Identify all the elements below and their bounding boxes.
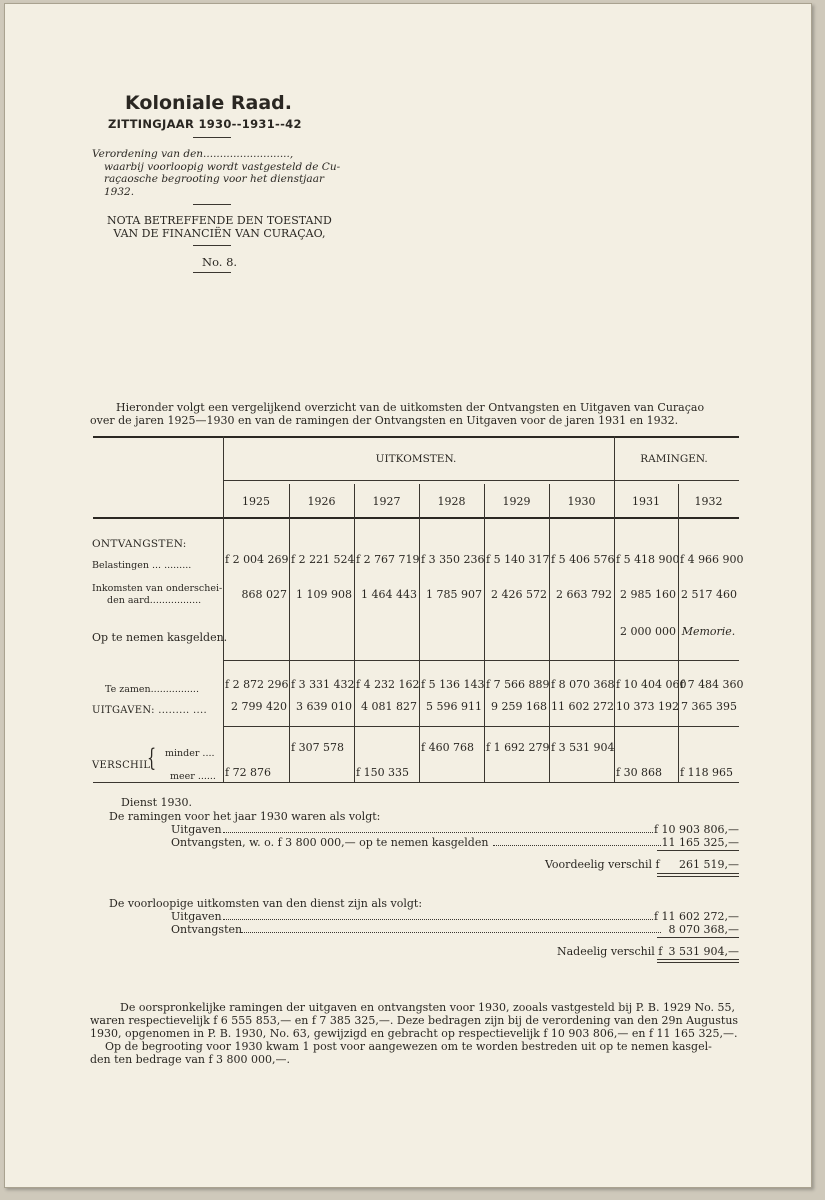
column-rule	[614, 436, 615, 782]
dot-leader	[223, 919, 653, 920]
cell-inkomsten-1926: 1 109 908	[296, 588, 352, 601]
sum-rule	[657, 850, 739, 851]
year-header: 1925	[242, 495, 270, 508]
session-year: ZITTINGJAAR 1930--1931--42	[108, 117, 302, 131]
cell-uitgaven-1926: 3 639 010	[296, 700, 352, 713]
closing-line: 1930, opgenomen in P. B. 1930, No. 63, gewijzigd en gebracht op respectievelijk f 10 903 806,— en f 11 165 325,—.	[90, 1027, 738, 1040]
label-verschil: VERSCHIL	[92, 760, 151, 771]
year-header: 1927	[372, 495, 401, 508]
cell-te-zamen-1932: f 7 484 360	[680, 678, 744, 691]
nota-line: NOTA BETREFFENDE DEN TOESTAND	[107, 214, 332, 227]
ramingen-ontvangsten-value: 11 165 325,—	[661, 836, 739, 849]
year-header: 1928	[437, 495, 466, 508]
uitkomsten-ontvangsten-label: Ontvangsten	[171, 923, 243, 936]
table-top-rule	[93, 436, 739, 438]
cell-uitgaven-1927: 4 081 827	[361, 700, 417, 713]
nadeelig-label: Nadeelig verschil f	[557, 945, 663, 958]
cell-minder-1926: f 307 578	[291, 741, 345, 754]
subtotal-rule	[223, 660, 739, 661]
column-rule	[223, 436, 224, 782]
cell-te-zamen-1928: f 5 136 143	[421, 678, 485, 691]
cell-te-zamen-1927: f 4 232 162	[356, 678, 420, 691]
cell-belastingen-1927: f 2 767 719	[356, 553, 420, 566]
closing-line: Op de begrooting voor 1930 kwam 1 post voor aangewezen om te worden bestreden uit op te nemen kasgel-	[105, 1040, 712, 1053]
ramingen-uitgaven-value: f 10 903 806,—	[653, 823, 739, 836]
table-bottom-rule	[93, 782, 739, 783]
nota-line: VAN DE FINANCIËN VAN CURAÇAO,	[113, 227, 326, 240]
cell-uitgaven-1928: 5 596 911	[426, 700, 482, 713]
cell-uitgaven-1929: 9 259 168	[491, 700, 547, 713]
cell-minder-1928: f 460 768	[421, 741, 475, 754]
voordeelig-value: 261 519,—	[679, 858, 739, 871]
cell-meer-1925: f 72 876	[225, 766, 272, 779]
cell-belastingen-1931: f 5 418 900	[616, 553, 680, 566]
double-rule	[657, 873, 739, 874]
uitkomsten-ontvangsten-value: 8 070 368,—	[668, 923, 739, 936]
label-minder: minder ....	[165, 748, 215, 759]
sum-rule	[657, 937, 739, 938]
cell-belastingen-1929: f 5 140 317	[486, 553, 550, 566]
brace-icon: {	[147, 744, 157, 772]
cell-inkomsten-1929: 2 426 572	[491, 588, 547, 601]
cell-belastingen-1925: f 2 004 269	[225, 553, 289, 566]
separator	[193, 204, 231, 205]
cell-meer-1927: f 150 335	[356, 766, 410, 779]
document-page	[4, 3, 812, 1188]
nadeelig-value: 3 531 904,—	[668, 945, 739, 958]
column-rule	[419, 484, 420, 782]
label-belastingen: Belastingen ... .........	[92, 560, 192, 571]
cell-belastingen-1926: f 2 221 524	[291, 553, 355, 566]
year-header: 1926	[307, 495, 336, 508]
double-rule	[657, 959, 739, 960]
table-header-rule	[93, 517, 739, 519]
ordinance-line: Verordening van den..........................,	[92, 148, 294, 160]
cell-meer-1931: f 30 868	[616, 766, 663, 779]
uitkomsten-intro: De voorloopige uitkomsten van den dienst zijn als volgt:	[109, 897, 423, 910]
cell-inkomsten-1928: 1 785 907	[426, 588, 482, 601]
label-kasgelden: Op te nemen kasgelden.	[92, 631, 228, 644]
separator	[193, 245, 231, 246]
cell-inkomsten-1931: 2 985 160	[620, 588, 676, 601]
council-title: Koloniale Raad.	[125, 92, 292, 114]
intro-line: Hieronder volgt een vergelijkend overzicht van de uitkomsten der Ontvangsten en Uitgaven van Curaçao	[116, 401, 705, 414]
double-rule	[657, 876, 739, 877]
cell-uitgaven-1925: 2 799 420	[231, 700, 287, 713]
header-uitkomsten: UITKOMSTEN.	[375, 453, 457, 465]
document-number: No. 8.	[202, 255, 238, 269]
cell-te-zamen-1931: f 10 404 060	[616, 678, 687, 691]
closing-line: De oorspronkelijke ramingen der uitgaven en ontvangsten voor 1930, zooals vastgesteld bij P. B. 1929 No. 55,	[120, 1001, 735, 1014]
intro-line: over de jaren 1925—1930 en van de ramingen der Ontvangsten en Uitgaven voor de jaren 1931 en 1932.	[90, 414, 679, 427]
column-rule	[289, 484, 290, 782]
year-header: 1929	[502, 495, 531, 508]
cell-inkomsten-1932: 2 517 460	[681, 588, 737, 601]
column-rule	[354, 484, 355, 782]
closing-line: waren respectievelijk f 6 555 853,— en f 7 385 325,—. Deze bedragen zijn bij de verordening van den 29n Augustus	[90, 1014, 739, 1027]
uitkomsten-uitgaven-label: Uitgaven	[171, 910, 222, 923]
ramingen-intro: De ramingen voor het jaar 1930 waren als volgt:	[109, 810, 381, 823]
closing-line: den ten bedrage van f 3 800 000,—.	[90, 1053, 290, 1066]
ramingen-uitgaven-label: Uitgaven	[171, 823, 222, 836]
dot-leader	[241, 932, 661, 933]
ordinance-description	[92, 148, 342, 198]
cell-minder-1930: f 3 531 904	[551, 741, 615, 754]
cell-inkomsten-1925: 868 027	[241, 588, 287, 601]
header-divider	[223, 480, 739, 481]
cell-te-zamen-1930: f 8 070 368	[551, 678, 615, 691]
column-rule	[678, 484, 679, 782]
separator	[193, 272, 231, 273]
year-header: 1930	[567, 495, 596, 508]
cell-uitgaven-1932: 7 365 395	[681, 700, 737, 713]
cell-uitgaven-1930: 11 602 272	[551, 700, 614, 713]
column-rule	[484, 484, 485, 782]
label-inkomsten-cont: den aard.................	[107, 595, 202, 606]
dienst-heading: Dienst 1930.	[121, 796, 192, 809]
cell-kasgelden-1932: Memorie.	[681, 625, 736, 638]
year-header: 1932	[694, 495, 723, 508]
year-header: 1931	[632, 495, 660, 508]
nota-heading	[107, 214, 332, 240]
intro-text	[90, 401, 704, 427]
cell-meer-1932: f 118 965	[680, 766, 734, 779]
cell-belastingen-1932: f 4 966 900	[680, 553, 744, 566]
uitkomsten-uitgaven-value: f 11 602 272,—	[653, 910, 739, 923]
cell-te-zamen-1929: f 7 566 889	[486, 678, 550, 691]
label-inkomsten: Inkomsten van onderschei-	[92, 583, 223, 594]
cell-uitgaven-1931: 10 373 192	[616, 700, 679, 713]
column-rule	[549, 484, 550, 782]
label-uitgaven: UITGAVEN: ......... ....	[92, 705, 207, 716]
cell-kasgelden-1931: 2 000 000	[620, 625, 676, 638]
label-meer: meer ......	[170, 771, 216, 782]
dot-leader	[223, 832, 653, 833]
voordeelig-label: Voordeelig verschil f	[545, 858, 660, 871]
closing-paragraph	[90, 1001, 738, 1066]
ordinance-line: 1932.	[104, 185, 135, 198]
double-rule	[657, 962, 739, 963]
label-te-zamen: Te zamen................	[105, 684, 199, 695]
cell-te-zamen-1926: f 3 331 432	[291, 678, 355, 691]
ordinance-line: raçaosche begrooting voor het dienstjaar	[104, 173, 324, 185]
ramingen-ontvangsten-label: Ontvangsten, w. o. f 3 800 000,— op te nemen kasgelden	[171, 836, 489, 849]
cell-inkomsten-1930: 2 663 792	[556, 588, 612, 601]
cell-inkomsten-1927: 1 464 443	[361, 588, 417, 601]
separator	[193, 137, 231, 138]
dot-leader	[493, 845, 661, 846]
cell-belastingen-1928: f 3 350 236	[421, 553, 485, 566]
header-ramingen: RAMINGEN.	[640, 453, 708, 465]
difference-rule	[223, 726, 739, 727]
cell-minder-1929: f 1 692 279	[486, 741, 550, 754]
cell-belastingen-1930: f 5 406 576	[551, 553, 615, 566]
cell-te-zamen-1925: f 2 872 296	[225, 678, 289, 691]
section-ontvangsten: ONTVANGSTEN:	[92, 538, 187, 550]
ordinance-line: waarbij voorloopig wordt vastgesteld de Cu-	[104, 160, 341, 173]
